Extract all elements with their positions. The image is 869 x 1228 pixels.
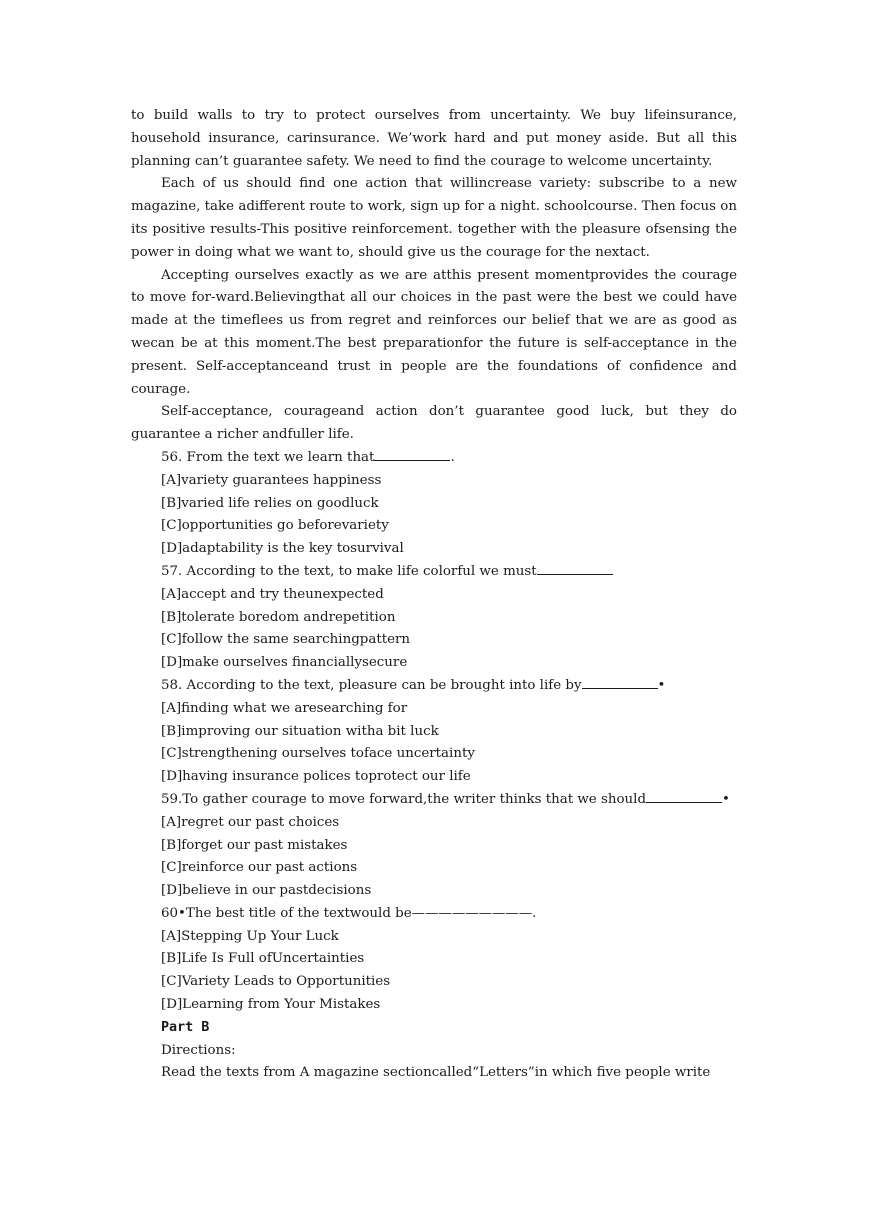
- question-stem: 57. According to the text, to make life colorful we must: [131, 561, 737, 584]
- question-56: [131, 447, 737, 561]
- part-b-heading: Part B: [161, 1019, 210, 1035]
- option-c: [C]Variety Leads to Opportunities: [161, 974, 391, 990]
- part-b-section: [131, 1017, 737, 1085]
- passage-paragraph: Each of us should find one action that willincrease variety: subscribe to a new magazine, take adifferent route to work, sign up for a night. schoolcourse. Then focus on its positive results-This positive reinforcement. together with the pleasure ofsensing the power in doing what we want to, should give us the courage for the nextact.: [131, 176, 737, 260]
- option-d: [D]Learning from Your Mistakes: [161, 997, 381, 1013]
- question-stem: 56. From the text we learn that .: [131, 447, 737, 470]
- question-stem: 58. According to the text, pleasure can be brought into life by •: [131, 675, 737, 698]
- answer-blank: [582, 675, 658, 689]
- option-c: [C]opportunities go beforevariety: [161, 518, 389, 534]
- option-a: [A]finding what we aresearching for: [161, 700, 408, 716]
- option-d: [D]make ourselves financiallysecure: [161, 655, 408, 671]
- option-d: [D]having insurance polices toprotect our life: [161, 769, 471, 785]
- directions-text: Read the texts from A magazine sectioncalled“Letters”in which five people write: [161, 1065, 711, 1081]
- option-a: [A]variety guarantees happiness: [161, 472, 382, 488]
- option-c: [C]follow the same searchingpattern: [161, 632, 411, 648]
- option-c: [C]strengthening ourselves toface uncertainty: [161, 746, 475, 762]
- document-page: [131, 105, 737, 1085]
- option-b: [B]varied life relies on goodluck: [161, 495, 379, 511]
- passage-paragraph: Self-acceptance, courageand action don’t guarantee good luck, but they do guarantee a richer andfuller life.: [131, 404, 737, 443]
- option-c: [C]reinforce our past actions: [161, 860, 358, 876]
- question-stem: 59.To gather courage to move forward,the writer thinks that we should •: [131, 789, 737, 812]
- question-59: [131, 789, 737, 903]
- answer-blank: [537, 561, 613, 575]
- option-b: [B]Life Is Full ofUncertainties: [161, 951, 365, 967]
- option-a: [A]Stepping Up Your Luck: [161, 928, 339, 944]
- passage-paragraph: to build walls to try to protect ourselves from uncertainty. We buy lifeinsurance, household insurance, carinsurance. We’work hard and put money aside. But all this planning can’t guarantee safety. We need to find the courage to welcome uncertainty.: [131, 108, 737, 169]
- option-b: [B]forget our past mistakes: [161, 837, 348, 853]
- question-60: [131, 903, 737, 1017]
- question-57: [131, 561, 737, 675]
- option-a: [A]regret our past choices: [161, 814, 340, 830]
- answer-blank: [646, 789, 722, 803]
- passage-paragraph: Accepting ourselves exactly as we are atthis present momentprovides the courage to move for-ward.Believingthat all our choices in the past were the best we could have made at the timeflees us from regret and reinforces our belief that we are as good as wecan be at this moment.The best preparationfor the future is self-acceptance in the present. Self-acceptanceand trust in people are the foundations of confidence and courage.: [131, 267, 737, 397]
- option-a: [A]accept and try theunexpected: [161, 586, 384, 602]
- directions-label: Directions:: [161, 1042, 236, 1058]
- question-58: [131, 675, 737, 789]
- question-stem: 60•The best title of the textwould be—————————.: [161, 905, 537, 921]
- option-d: [D]believe in our pastdecisions: [161, 883, 372, 899]
- option-b: [B]improving our situation witha bit luck: [161, 723, 439, 739]
- answer-blank: [374, 447, 450, 461]
- option-d: [D]adaptability is the key tosurvival: [161, 541, 404, 557]
- option-b: [B]tolerate boredom andrepetition: [161, 609, 396, 625]
